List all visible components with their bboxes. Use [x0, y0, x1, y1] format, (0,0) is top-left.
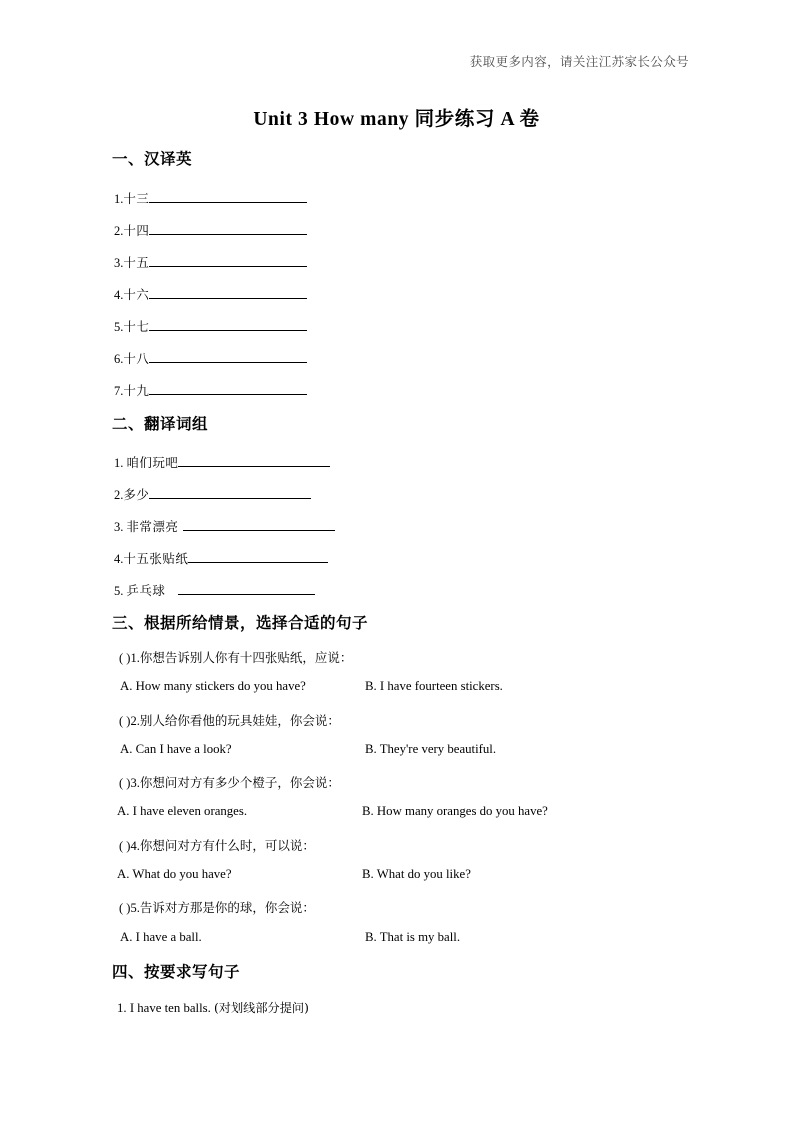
question-text: 你想问对方有什么时，可以说： — [139, 838, 315, 853]
option-b[interactable]: B. They're very beautiful. — [365, 742, 497, 756]
fill-item — [114, 221, 307, 239]
question-prompt — [119, 773, 340, 791]
watermark-header: 获取更多内容，请关注江苏家长公众号 — [469, 54, 689, 69]
option-row — [117, 804, 587, 819]
fill-item — [114, 381, 307, 399]
question-number: 3. — [130, 776, 140, 790]
answer-blank[interactable] — [178, 583, 315, 595]
option-b[interactable]: B. That is my ball. — [365, 930, 461, 944]
fill-item — [114, 189, 307, 207]
answer-bracket[interactable]: ( ) — [119, 651, 131, 665]
item-number: 2. — [114, 224, 124, 238]
rewrite-instruction: (对划线部分提问) — [214, 1001, 309, 1015]
item-number: 2. — [114, 488, 124, 502]
option-a[interactable]: A. What do you have? — [117, 867, 232, 881]
answer-blank[interactable] — [149, 351, 307, 363]
answer-bracket[interactable]: ( ) — [119, 839, 131, 853]
answer-blank[interactable] — [188, 551, 328, 563]
option-row — [120, 679, 590, 694]
rewrite-sentence: I have ten balls. — [129, 1001, 211, 1015]
answer-blank[interactable] — [149, 487, 311, 499]
item-label: 咱们玩吧 — [126, 455, 179, 470]
question-text: 你想问对方有多少个橙子，你会说： — [139, 775, 340, 790]
fill-item — [114, 349, 307, 367]
item-number: 6. — [114, 352, 124, 366]
fill-item — [114, 517, 335, 535]
item-number: 7. — [114, 384, 124, 398]
answer-blank[interactable] — [149, 319, 307, 331]
fill-item — [114, 285, 307, 303]
section-heading-1: 一、汉译英 — [112, 150, 193, 168]
fill-item — [114, 549, 328, 567]
item-number: 1. — [114, 192, 124, 206]
answer-blank[interactable] — [149, 383, 307, 395]
section-heading-4: 四、按要求写句子 — [112, 963, 241, 981]
question-text: 告诉对方那是你的球，你会说： — [139, 900, 315, 915]
rewrite-item — [117, 999, 309, 1016]
question-text: 你想告诉别人你有十四张贴纸，应说： — [139, 650, 353, 665]
section-heading-2: 二、翻译词组 — [112, 415, 209, 433]
item-label: 非常漂亮 — [126, 519, 179, 534]
answer-bracket[interactable]: ( ) — [119, 714, 131, 728]
item-number: 4. — [114, 288, 124, 302]
item-label: 十六 — [123, 287, 150, 302]
answer-blank[interactable] — [178, 455, 330, 467]
answer-blank[interactable] — [149, 191, 307, 203]
item-label: 十五 — [123, 255, 150, 270]
item-number: 3. — [114, 256, 124, 270]
item-label: 乒乓球 — [126, 583, 166, 598]
option-row — [117, 867, 587, 882]
option-a[interactable]: A. I have a ball. — [120, 930, 202, 944]
question-prompt — [119, 836, 315, 854]
item-label: 十三 — [123, 191, 150, 206]
option-b[interactable]: B. I have fourteen stickers. — [365, 679, 503, 693]
answer-blank[interactable] — [149, 255, 307, 267]
item-label: 十七 — [123, 319, 150, 334]
item-label: 十八 — [123, 351, 150, 366]
item-number: 3. — [114, 520, 124, 534]
answer-bracket[interactable]: ( ) — [119, 901, 131, 915]
question-prompt — [119, 711, 340, 729]
item-label: 十四 — [123, 223, 150, 238]
item-number: 1. — [114, 456, 124, 470]
question-number: 1. — [130, 651, 140, 665]
option-a[interactable]: A. Can I have a look? — [120, 742, 232, 756]
question-text: 别人给你看他的玩具娃娃，你会说： — [139, 713, 340, 728]
answer-blank[interactable] — [183, 519, 335, 531]
page-title: Unit 3 How many 同步练习 A 卷 — [253, 109, 540, 130]
option-a[interactable]: A. How many stickers do you have? — [120, 679, 306, 693]
fill-item — [114, 317, 307, 335]
option-b[interactable]: B. How many oranges do you have? — [362, 804, 548, 818]
question-prompt — [119, 648, 352, 666]
option-row — [120, 930, 590, 945]
item-number: 5. — [114, 320, 124, 334]
item-label: 十九 — [123, 383, 150, 398]
question-number: 5. — [130, 901, 140, 915]
answer-blank[interactable] — [149, 287, 307, 299]
question-prompt — [119, 898, 315, 916]
fill-item — [114, 253, 307, 271]
item-label: 十五张贴纸 — [123, 551, 189, 566]
fill-item — [114, 485, 311, 503]
option-row — [120, 742, 590, 757]
question-number: 2. — [130, 714, 140, 728]
fill-item — [114, 453, 330, 471]
answer-blank[interactable] — [149, 223, 307, 235]
option-a[interactable]: A. I have eleven oranges. — [117, 804, 248, 818]
item-number: 1. — [117, 1001, 127, 1015]
question-number: 4. — [130, 839, 140, 853]
answer-bracket[interactable]: ( ) — [119, 776, 131, 790]
section-heading-3: 三、根据所给情景，选择合适的句子 — [112, 614, 369, 632]
fill-item — [114, 581, 315, 599]
item-number: 5. — [114, 584, 124, 598]
option-b[interactable]: B. What do you like? — [362, 867, 471, 881]
item-number: 4. — [114, 552, 124, 566]
item-label: 多少 — [123, 487, 150, 502]
